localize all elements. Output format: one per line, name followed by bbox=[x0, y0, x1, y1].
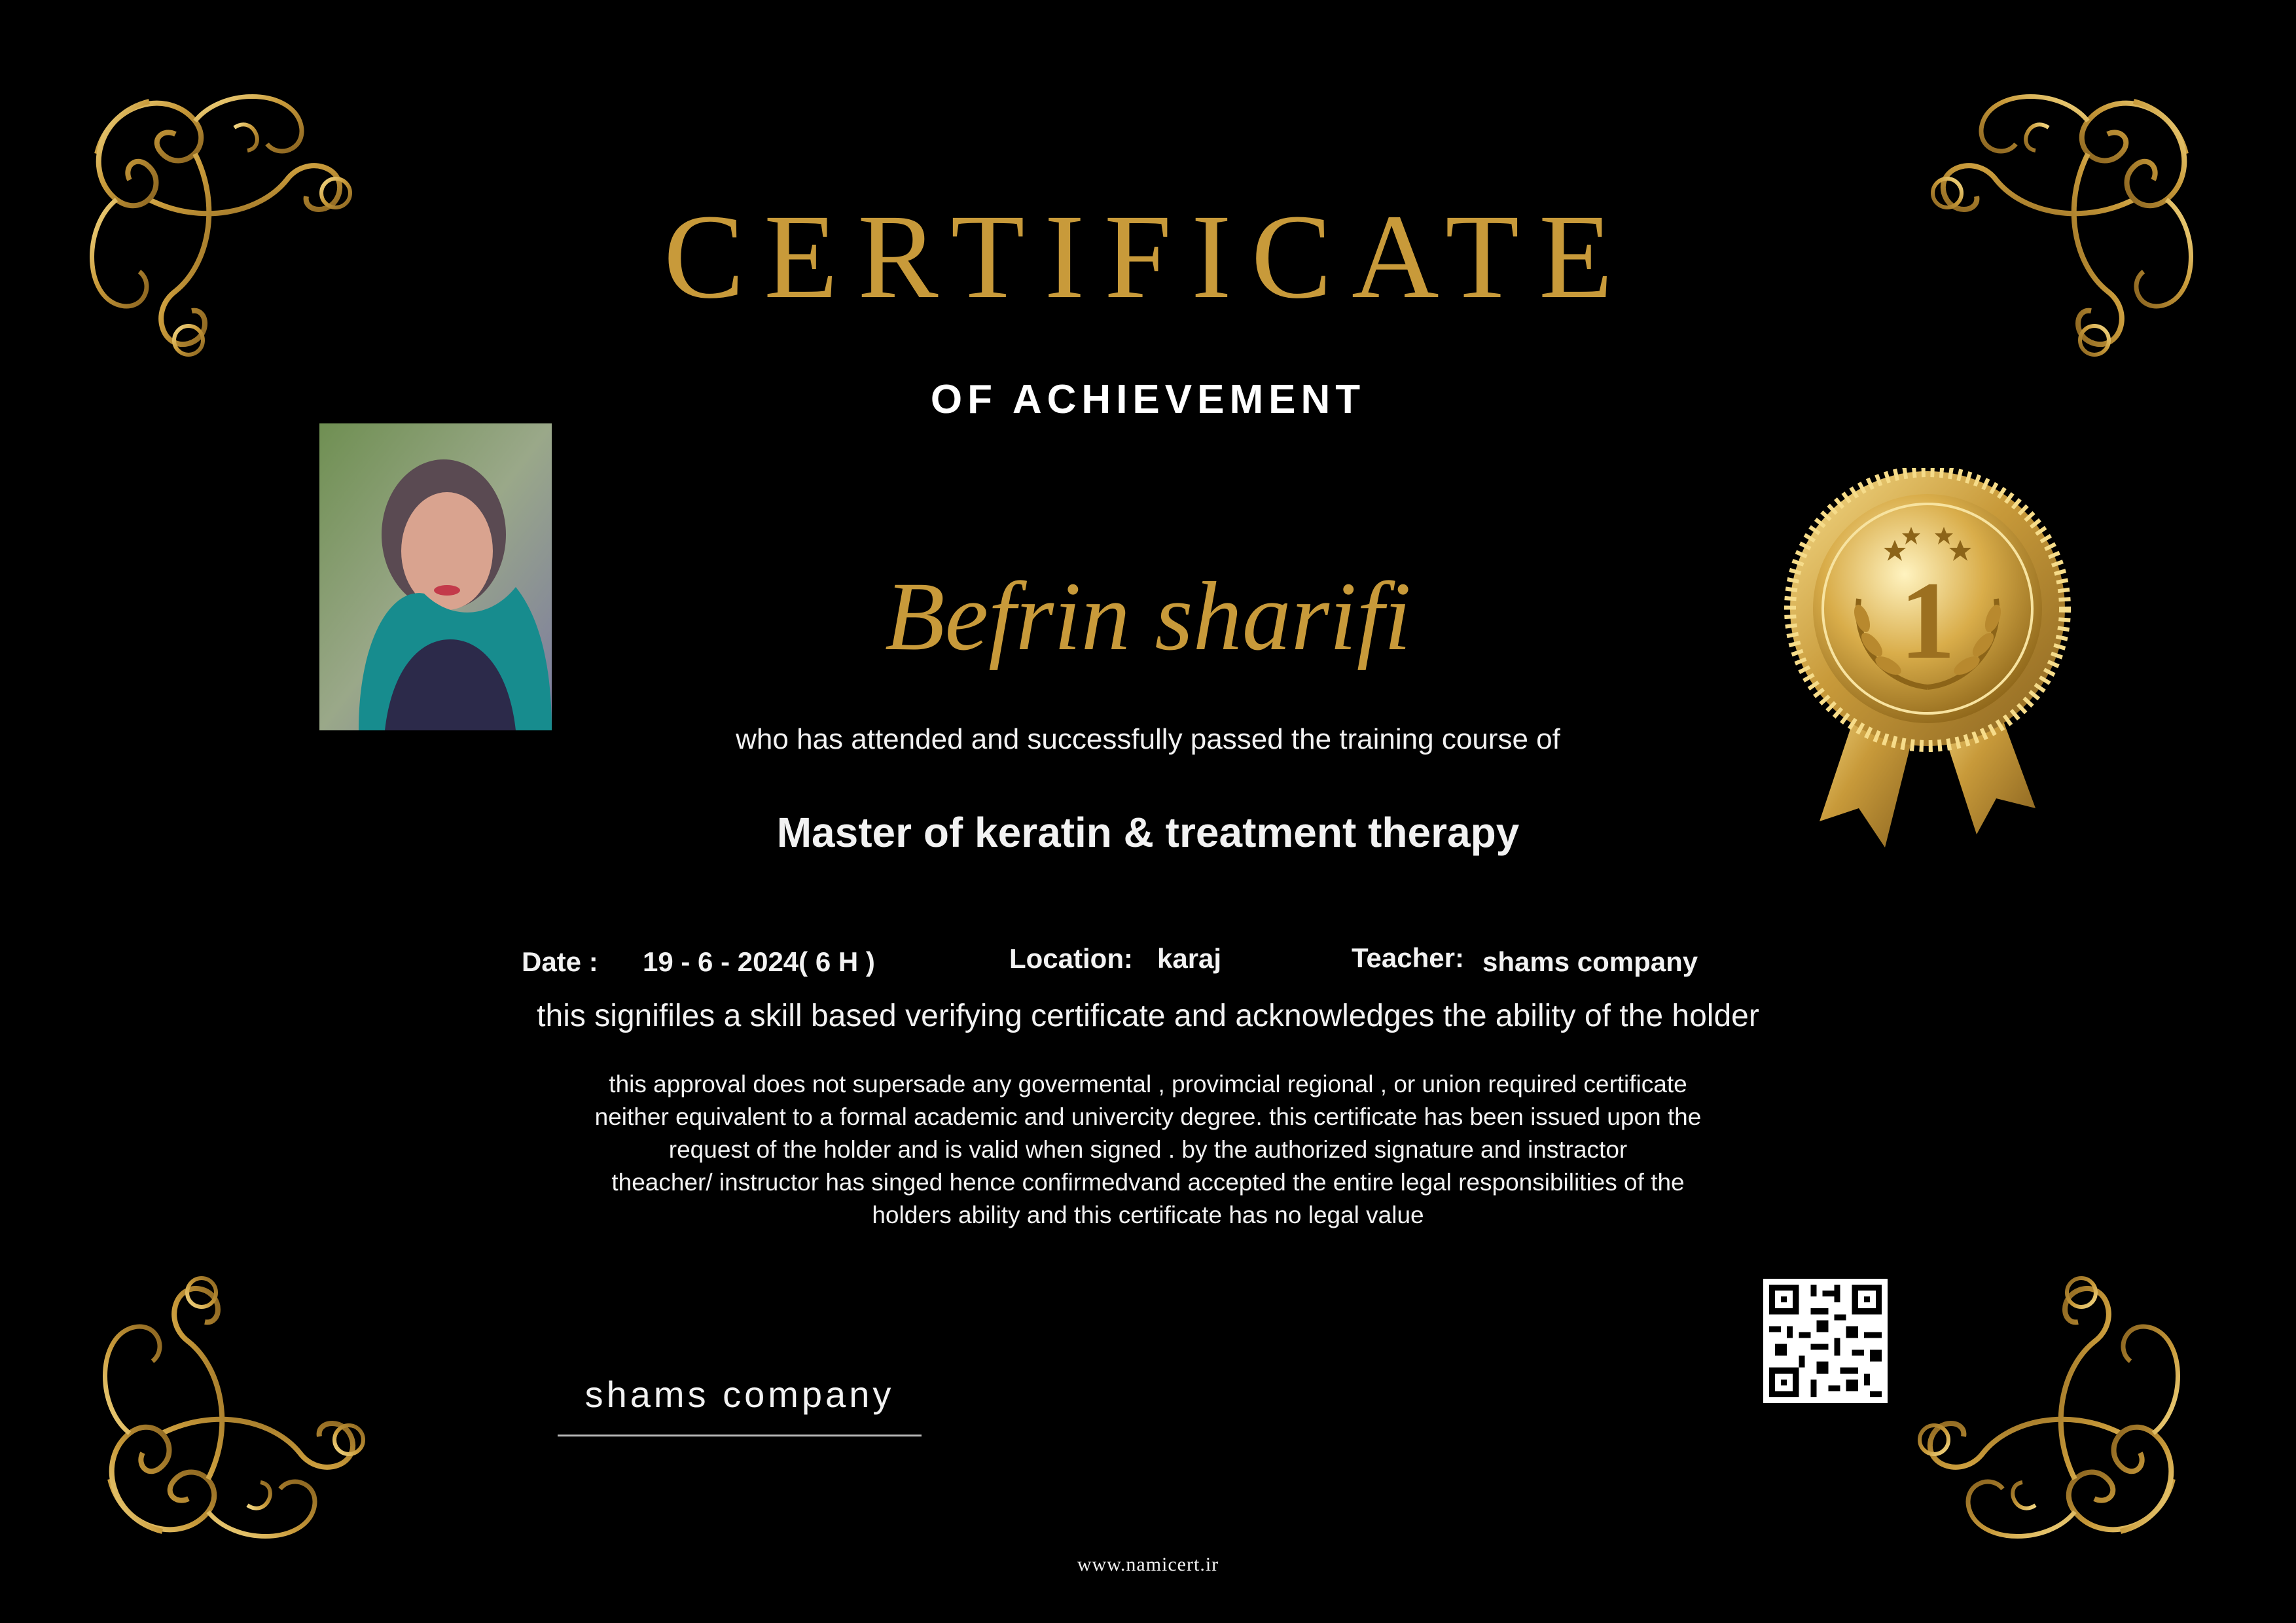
signature-text: shams company bbox=[584, 1374, 895, 1415]
recipient-name: Befrin sharifi bbox=[884, 562, 1412, 671]
certificate-subtitle: OF ACHIEVEMENT bbox=[930, 377, 1366, 422]
bottom-left-ornament bbox=[84, 1099, 542, 1558]
teacher-value: shams company bbox=[1482, 946, 1698, 977]
website-text: www.namicert.ir bbox=[1077, 1554, 1219, 1575]
attended-text: who has attended and successfully passed the training course of bbox=[736, 723, 1560, 755]
qr-code-icon bbox=[1763, 1279, 1888, 1403]
location-label: Location: bbox=[1009, 943, 1133, 974]
disclaimer-line: this approval does not supersade any govermental , provimcial regional , or union required certificate bbox=[609, 1071, 1687, 1097]
course-name: Master of keratin & treatment therapy bbox=[776, 809, 1520, 856]
signifies-text: this signifiles a skill based verifying certificate and acknowledges the ability of the holder bbox=[537, 999, 1759, 1033]
teacher-label: Teacher: bbox=[1352, 942, 1464, 973]
date-label: Date : bbox=[522, 946, 598, 977]
location-value: karaj bbox=[1157, 943, 1222, 974]
disclaimer-text bbox=[493, 1068, 1803, 1232]
signature-line bbox=[558, 1435, 922, 1436]
medal-number: 1 bbox=[1899, 559, 1956, 682]
certificate-title: CERTIFICATE bbox=[663, 190, 1633, 324]
disclaimer-line: holders ability and this certificate has no legal value bbox=[872, 1202, 1424, 1228]
date-value: 19 - 6 - 2024( 6 H ) bbox=[643, 946, 875, 977]
disclaimer-line: theacher/ instructor has singed hence confirmedvand accepted the entire legal responsibilities of the bbox=[611, 1169, 1685, 1196]
gold-medal-icon bbox=[1780, 468, 2075, 861]
disclaimer-line: neither equivalent to a formal academic and univercity degree. this certificate has been issued upon the bbox=[594, 1103, 1702, 1130]
disclaimer-line: request of the holder and is valid when signed . by the authorized signature and instractor bbox=[668, 1136, 1628, 1163]
